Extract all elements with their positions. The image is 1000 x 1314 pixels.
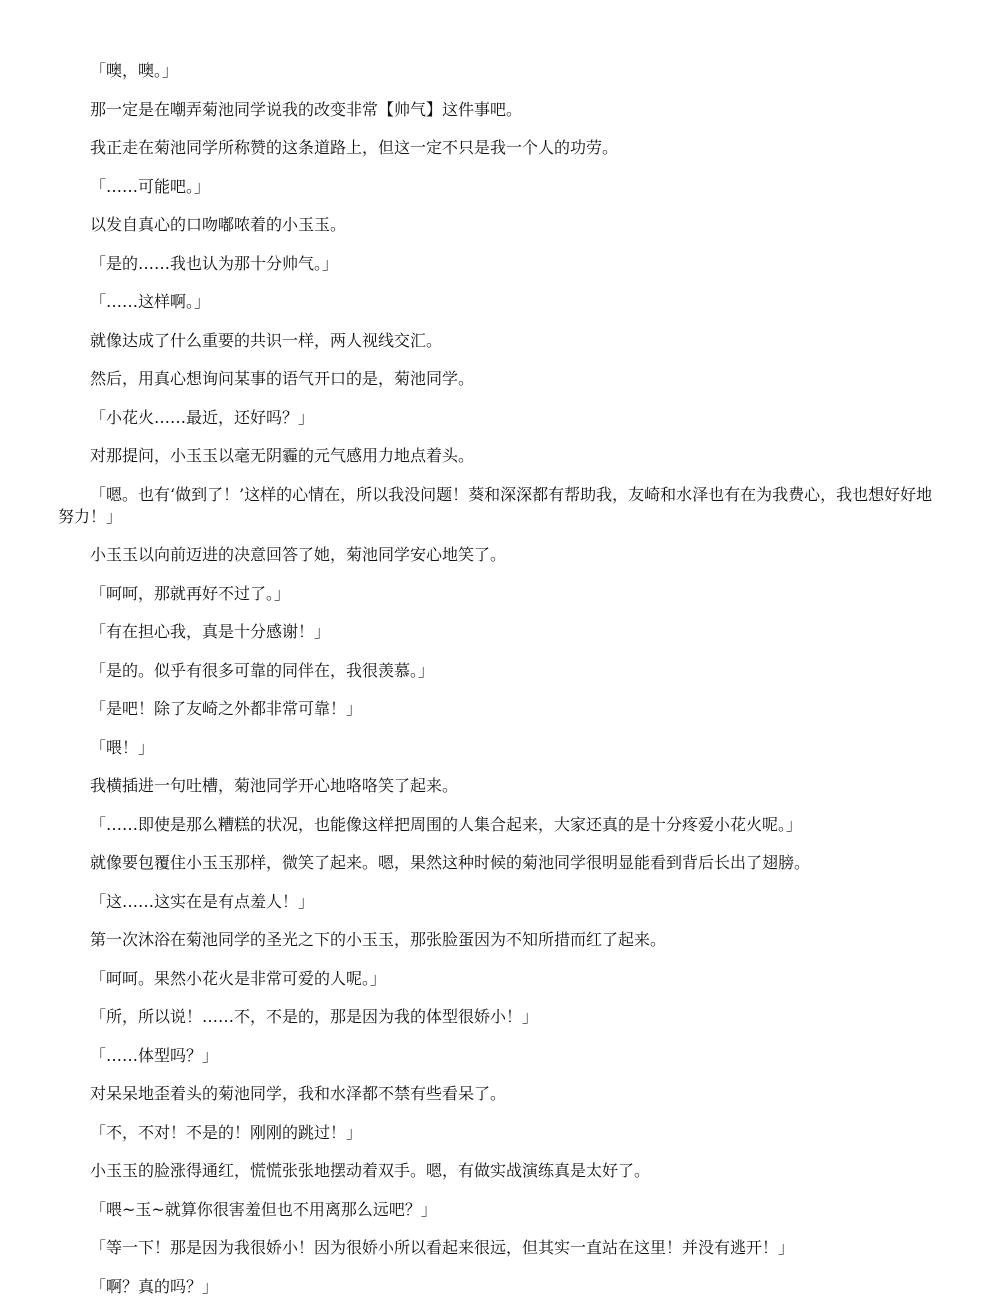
paragraph: 「啊？真的吗？」 — [90, 1276, 219, 1296]
paragraph: 「……体型吗？」 — [90, 1045, 219, 1065]
document-body — [58, 60, 948, 1314]
paragraph: 那一定是在嘲弄菊池同学说我的改变非常【帅气】这件事吧。 — [90, 99, 523, 119]
paragraph: 「是吧！除了友崎之外都非常可靠！」 — [90, 699, 363, 718]
paragraph: 然后，用真心想询问某事的语气开口的是，菊池同学。 — [90, 369, 475, 388]
paragraph: 「……即使是那么糟糕的状况，也能像这样把周围的人集合起来，大家还真的是十分疼爱小花火呢。」 — [90, 814, 803, 834]
paragraph: 「……这样啊。」 — [90, 292, 211, 311]
paragraph: 「喂！」 — [90, 737, 155, 757]
paragraph: 对那提问，小玉玉以毫无阴霾的元气感用力地点着头。 — [90, 446, 475, 465]
paragraph: 「不，不对！不是的！刚刚的跳过！」 — [90, 1122, 363, 1142]
paragraph: 我横插进一句吐槽，菊池同学开心地咯咯笑了起来。 — [90, 776, 459, 795]
paragraph: 「是的。似乎有很多可靠的同伴在，我很羡慕。」 — [90, 660, 435, 680]
paragraph: 小玉玉以向前迈进的决意回答了她，菊池同学安心地笑了。 — [90, 545, 507, 564]
paragraph: 「……可能吧。」 — [90, 176, 211, 196]
paragraph: 「等一下！那是因为我很娇小！因为很娇小所以看起来很远，但其实一直站在这里！并没有逃开！」 — [90, 1238, 795, 1257]
paragraph: 就像达成了什么重要的共识一样，两人视线交汇。 — [90, 330, 443, 350]
paragraph: 「小花火……最近，还好吗？」 — [90, 407, 315, 427]
paragraph: 以发自真心的口吻嘟哝着的小玉玉。 — [90, 215, 347, 234]
paragraph: 「是的……我也认为那十分帅气。」 — [90, 253, 339, 273]
paragraph: 「所，所以说！……不，不是的，那是因为我的体型很娇小！」 — [90, 1007, 539, 1026]
paragraph: 「呵呵，那就再好不过了。」 — [90, 583, 291, 603]
paragraph: 第一次沐浴在菊池同学的圣光之下的小玉玉，那张脸蛋因为不知所措而红了起来。 — [90, 930, 667, 949]
paragraph: 「喂~玉~就算你很害羞但也不用离那么远吧？」 — [90, 1199, 437, 1219]
paragraph: 小玉玉的脸涨得通红，慌慌张张地摆动着双手。嗯，有做实战演练真是太好了。 — [90, 1161, 651, 1180]
paragraph: 就像要包覆住小玉玉那样，微笑了起来。嗯，果然这种时候的菊池同学很明显能看到背后长出了翅膀。 — [90, 853, 811, 872]
paragraph: 「呵呵。果然小花火是非常可爱的人呢。」 — [90, 968, 387, 988]
paragraph: 「嗯。也有‘做到了！’这样的心情在，所以我没问题！葵和深深都有帮助我，友崎和水泽也有在为我费心，我也想好好地努力！」 — [58, 484, 933, 526]
paragraph: 对呆呆地歪着头的菊池同学，我和水泽都不禁有些看呆了。 — [90, 1084, 507, 1103]
paragraph: 「噢，噢。」 — [90, 61, 179, 80]
paragraph: 我正走在菊池同学所称赞的这条道路上，但这一定不只是我一个人的功劳。 — [90, 138, 619, 157]
paragraph: 「有在担心我，真是十分感谢！」 — [90, 622, 331, 641]
paragraph: 「这……这实在是有点羞人！」 — [90, 891, 315, 911]
